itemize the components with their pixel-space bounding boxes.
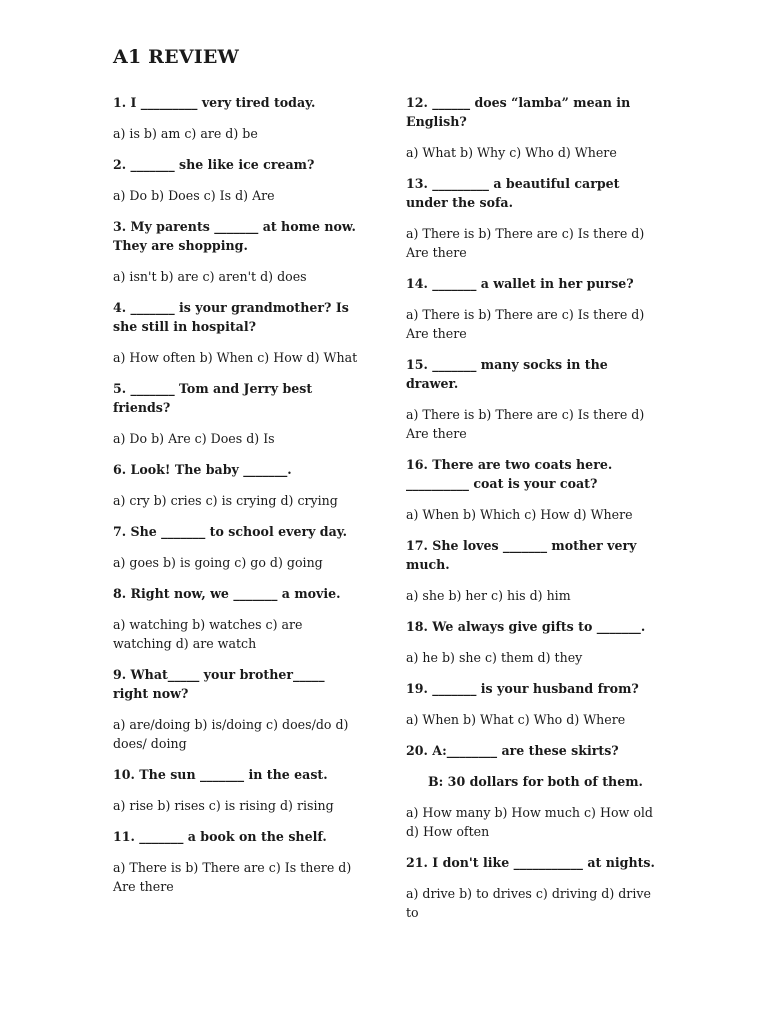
question-stem: 1. I _________ very tired today. bbox=[113, 95, 316, 110]
question-20 bbox=[406, 741, 656, 841]
question-stem: 7. She _______ to school every day. bbox=[113, 524, 348, 539]
question-options: a) are/doing b) is/doing c) does/do d) does/ doing bbox=[113, 717, 349, 751]
question-15 bbox=[406, 355, 656, 443]
question-18 bbox=[406, 617, 656, 667]
question-stem: 4. _______ is your grandmother? Is she still in hospital? bbox=[113, 300, 349, 334]
question-9 bbox=[113, 665, 363, 753]
question-5 bbox=[113, 379, 363, 448]
question-options: a) When b) What c) Who d) Where bbox=[406, 712, 626, 727]
question-16 bbox=[406, 455, 656, 524]
question-stem: 2. _______ she like ice cream? bbox=[113, 157, 315, 172]
question-stem: 10. The sun _______ in the east. bbox=[113, 767, 328, 782]
question-1 bbox=[113, 93, 363, 143]
left-column bbox=[113, 93, 363, 908]
question-options: a) What b) Why c) Who d) Where bbox=[406, 145, 617, 160]
question-options: a) There is b) There are c) Is there d) Are there bbox=[406, 407, 645, 441]
question-options: a) There is b) There are c) Is there d) Are there bbox=[406, 307, 645, 341]
question-4 bbox=[113, 298, 363, 367]
question-options: a) Do b) Does c) Is d) Are bbox=[113, 188, 275, 203]
question-options: a) There is b) There are c) Is there d) Are there bbox=[113, 860, 352, 894]
question-options: a) How many b) How much c) How old d) How often bbox=[406, 805, 653, 839]
question-options: a) There is b) There are c) Is there d) Are there bbox=[406, 226, 645, 260]
question-stem: 11. _______ a book on the shelf. bbox=[113, 829, 327, 844]
question-options: a) goes b) is going c) go d) going bbox=[113, 555, 323, 570]
question-options: a) How often b) When c) How d) What bbox=[113, 350, 358, 365]
question-stem: 6. Look! The baby _______. bbox=[113, 462, 292, 477]
question-options: a) drive b) to drives c) driving d) drive to bbox=[406, 886, 651, 920]
question-21 bbox=[406, 853, 656, 922]
question-8 bbox=[113, 584, 363, 653]
question-dialogue-reply: B: 30 dollars for both of them. bbox=[428, 774, 643, 789]
question-stem: 8. Right now, we _______ a movie. bbox=[113, 586, 341, 601]
question-13 bbox=[406, 174, 656, 262]
question-stem: 12. ______ does “lamba” mean in English? bbox=[406, 95, 631, 129]
question-17 bbox=[406, 536, 656, 605]
question-options: a) is b) am c) are d) be bbox=[113, 126, 258, 141]
right-column bbox=[406, 93, 656, 934]
question-stem: 15. _______ many socks in the drawer. bbox=[406, 357, 608, 391]
question-options: a) she b) her c) his d) him bbox=[406, 588, 571, 603]
page-title: A1 REVIEW bbox=[113, 46, 240, 68]
question-stem: 5. _______ Tom and Jerry best friends? bbox=[113, 381, 313, 415]
question-options: a) When b) Which c) How d) Where bbox=[406, 507, 633, 522]
question-stem: 16. There are two coats here. __________ coat is your coat? bbox=[406, 457, 613, 491]
question-options: a) Do b) Are c) Does d) Is bbox=[113, 431, 275, 446]
question-stem: 3. My parents _______ at home now. They are shopping. bbox=[113, 219, 356, 253]
question-stem: 21. I don't like ___________ at nights. bbox=[406, 855, 655, 870]
question-stem: 13. _________ a beautiful carpet under the sofa. bbox=[406, 176, 620, 210]
question-options: a) cry b) cries c) is crying d) crying bbox=[113, 493, 338, 508]
question-stem: 14. _______ a wallet in her purse? bbox=[406, 276, 634, 291]
question-options: a) watching b) watches c) are watching d) are watch bbox=[113, 617, 303, 651]
question-6 bbox=[113, 460, 363, 510]
question-stem: 20. A:________ are these skirts? bbox=[406, 743, 619, 758]
question-stem: 17. She loves _______ mother very much. bbox=[406, 538, 637, 572]
question-14 bbox=[406, 274, 656, 343]
question-options: a) he b) she c) them d) they bbox=[406, 650, 583, 665]
question-stem: 19. _______ is your husband from? bbox=[406, 681, 639, 696]
question-10 bbox=[113, 765, 363, 815]
question-stem: 18. We always give gifts to _______. bbox=[406, 619, 646, 634]
question-2 bbox=[113, 155, 363, 205]
question-12 bbox=[406, 93, 656, 162]
question-stem: 9. What_____ your brother_____ right now? bbox=[113, 667, 325, 701]
question-7 bbox=[113, 522, 363, 572]
question-options: a) isn't b) are c) aren't d) does bbox=[113, 269, 307, 284]
question-3 bbox=[113, 217, 363, 286]
question-19 bbox=[406, 679, 656, 729]
question-11 bbox=[113, 827, 363, 896]
question-options: a) rise b) rises c) is rising d) rising bbox=[113, 798, 334, 813]
